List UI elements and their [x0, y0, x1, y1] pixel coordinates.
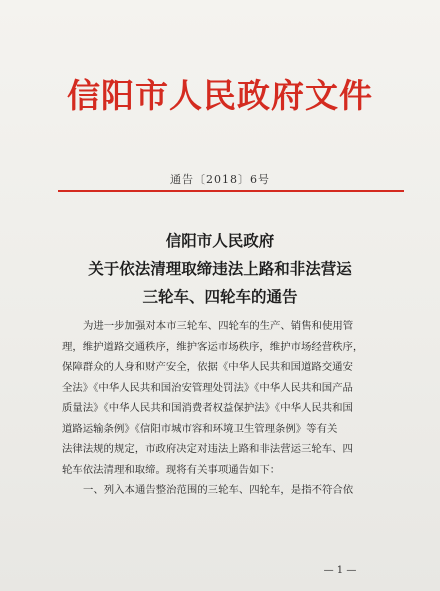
notice-title-line-2: 关于依法清理取缔违法上路和非法营运: [88, 259, 352, 278]
document-number: 通告〔2018〕6号: [170, 173, 270, 186]
body-line: 道路运输条例》《信阳市城市容和环境卫生管理条例》等有关: [62, 422, 338, 435]
notice-title: [0, 227, 440, 311]
body-line: 法律法规的规定，市政府决定对违法上路和非法营运三轮车、四: [62, 443, 353, 455]
body-line: 一、列入本通告整治范围的三轮车、四轮车，是指不符合依: [83, 484, 354, 496]
body-line: 轮车依法清理和取缔。现将有关事项通告如下：: [62, 463, 281, 476]
notice-body: [62, 316, 398, 501]
document-header: 信阳市人民政府文件: [67, 76, 373, 115]
body-line: 为进一步加强对本市三轮车、四轮车的生产、销售和使用管: [83, 320, 354, 332]
body-line: 保障群众的人身和财产安全，依据《中华人民共和国道路交通安: [62, 361, 353, 373]
page-number: — 1 —: [323, 565, 357, 576]
notice-title-line-1: 信阳市人民政府: [165, 231, 275, 250]
body-line: 全法》《中华人民共和国治安管理处罚法》《中华人民共和国产品: [62, 381, 353, 394]
body-line: 质量法》《中华人民共和国消费者权益保护法》《中华人民共和国: [62, 402, 353, 414]
red-divider: [58, 190, 404, 192]
body-line: 理，维护道路交通秩序，维护客运市场秩序，维护市场经营秩序，: [62, 340, 364, 353]
notice-title-line-3: 三轮车、四轮车的通告: [142, 287, 298, 306]
